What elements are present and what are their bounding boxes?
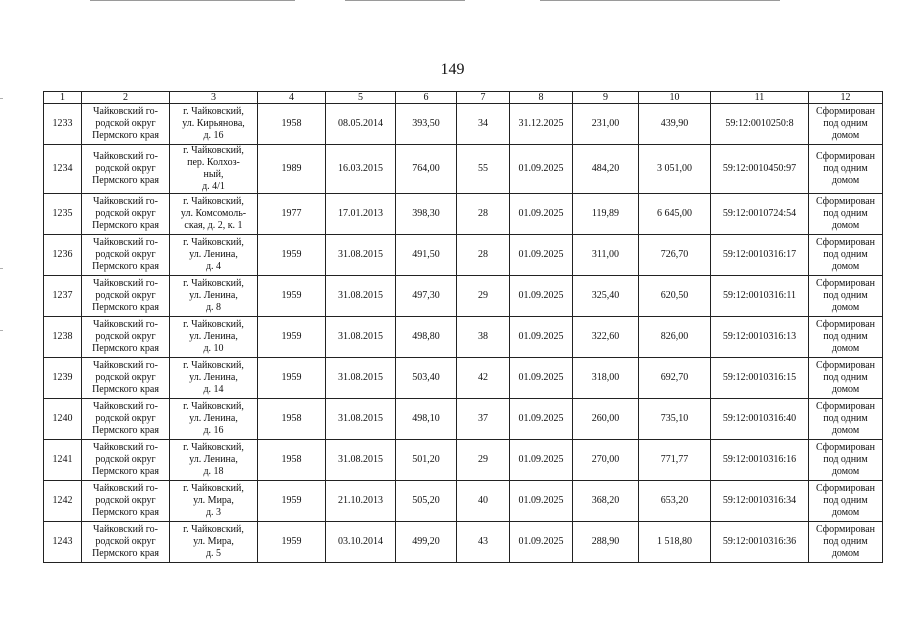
column-header: 11 xyxy=(711,92,809,104)
table-cell: г. Чайковский, ул. Мира, д. 5 xyxy=(170,522,258,563)
table-cell: Сформирован под одним домом xyxy=(809,522,883,563)
table-cell: 1977 xyxy=(258,194,326,235)
table-cell: Сформирован под одним домом xyxy=(809,399,883,440)
table-cell: 16.03.2015 xyxy=(326,145,396,194)
table-cell: 31.12.2025 xyxy=(510,104,573,145)
table-cell: 31.08.2015 xyxy=(326,399,396,440)
table-cell: Чайковский го- родской округ Пермского края xyxy=(82,399,170,440)
table-cell: 31.08.2015 xyxy=(326,276,396,317)
table-cell: 1242 xyxy=(44,481,82,522)
table-cell: 119,89 xyxy=(573,194,639,235)
table-cell: 1234 xyxy=(44,145,82,194)
table-row xyxy=(44,194,883,235)
table-cell: 17.01.2013 xyxy=(326,194,396,235)
table-cell: 311,00 xyxy=(573,235,639,276)
column-header: 8 xyxy=(510,92,573,104)
column-header: 9 xyxy=(573,92,639,104)
column-header: 6 xyxy=(396,92,457,104)
table-cell: 1237 xyxy=(44,276,82,317)
table-cell: 01.09.2025 xyxy=(510,235,573,276)
top-rule-left xyxy=(90,0,295,1)
table-cell: Чайковский го- родской округ Пермского края xyxy=(82,276,170,317)
table-row xyxy=(44,358,883,399)
table-cell: 498,80 xyxy=(396,317,457,358)
table-cell: 28 xyxy=(457,194,510,235)
table-row xyxy=(44,104,883,145)
table-cell: г. Чайковский, ул. Ленина, д. 18 xyxy=(170,440,258,481)
table-cell: г. Чайковский, пер. Колхоз- ный, д. 4/1 xyxy=(170,145,258,194)
table-cell: 59:12:0010316:16 xyxy=(711,440,809,481)
table-cell: 59:12:0010450:97 xyxy=(711,145,809,194)
table-cell: г. Чайковский, ул. Комсомоль- ская, д. 2, к. 1 xyxy=(170,194,258,235)
table-cell: 491,50 xyxy=(396,235,457,276)
table-cell: 1959 xyxy=(258,317,326,358)
table-cell: 231,00 xyxy=(573,104,639,145)
table-cell: 01.09.2025 xyxy=(510,194,573,235)
table-cell: 59:12:0010316:40 xyxy=(711,399,809,440)
table-cell: 1243 xyxy=(44,522,82,563)
table-cell: 08.05.2014 xyxy=(326,104,396,145)
table-row xyxy=(44,481,883,522)
table-cell: г. Чайковский, ул. Ленина, д. 10 xyxy=(170,317,258,358)
table-cell: 31.08.2015 xyxy=(326,235,396,276)
table-cell: 1239 xyxy=(44,358,82,399)
table-cell: Чайковский го- родской округ Пермского края xyxy=(82,358,170,399)
table-cell: 826,00 xyxy=(639,317,711,358)
table-cell: 01.09.2025 xyxy=(510,317,573,358)
table-cell: 29 xyxy=(457,276,510,317)
table-cell: 501,20 xyxy=(396,440,457,481)
table-cell: Сформирован под одним домом xyxy=(809,358,883,399)
table-cell: 29 xyxy=(457,440,510,481)
table-cell: 01.09.2025 xyxy=(510,522,573,563)
table-cell: Чайковский го- родской округ Пермского края xyxy=(82,145,170,194)
margin-tick xyxy=(0,268,3,269)
margin-tick xyxy=(0,98,3,99)
table-cell: г. Чайковский, ул. Кирьянова, д. 16 xyxy=(170,104,258,145)
table-cell: 31.08.2015 xyxy=(326,358,396,399)
column-header: 7 xyxy=(457,92,510,104)
table-cell: 40 xyxy=(457,481,510,522)
table-cell: 1958 xyxy=(258,440,326,481)
table-cell: Сформирован под одним домом xyxy=(809,440,883,481)
table-cell: 59:12:0010316:11 xyxy=(711,276,809,317)
table-cell: 28 xyxy=(457,235,510,276)
table-cell: 59:12:0010316:17 xyxy=(711,235,809,276)
table-cell: 764,00 xyxy=(396,145,457,194)
table-cell: Чайковский го- родской округ Пермского края xyxy=(82,317,170,358)
column-header: 3 xyxy=(170,92,258,104)
table-cell: 37 xyxy=(457,399,510,440)
table-cell: 505,20 xyxy=(396,481,457,522)
table-row xyxy=(44,276,883,317)
table-cell: Сформирован под одним домом xyxy=(809,104,883,145)
table-cell: 01.09.2025 xyxy=(510,276,573,317)
table-cell: 318,00 xyxy=(573,358,639,399)
table-cell: 1241 xyxy=(44,440,82,481)
table-cell: 1959 xyxy=(258,358,326,399)
table-cell: 59:12:0010724:54 xyxy=(711,194,809,235)
registry-table xyxy=(43,91,883,563)
table-cell: г. Чайковский, ул. Ленина, д. 14 xyxy=(170,358,258,399)
table-cell: 398,30 xyxy=(396,194,457,235)
table-cell: 503,40 xyxy=(396,358,457,399)
top-rule-middle xyxy=(345,0,465,1)
table-cell: Сформирован под одним домом xyxy=(809,276,883,317)
table-cell: 01.09.2025 xyxy=(510,145,573,194)
table-cell: 6 645,00 xyxy=(639,194,711,235)
table-cell: 59:12:0010316:36 xyxy=(711,522,809,563)
table-cell: 726,70 xyxy=(639,235,711,276)
table-cell: г. Чайковский, ул. Мира, д. 3 xyxy=(170,481,258,522)
table-cell: 1238 xyxy=(44,317,82,358)
table-cell: 01.09.2025 xyxy=(510,440,573,481)
table-row xyxy=(44,317,883,358)
page-number: 149 xyxy=(440,61,465,78)
table-cell: г. Чайковский, ул. Ленина, д. 16 xyxy=(170,399,258,440)
table-cell: 01.09.2025 xyxy=(510,481,573,522)
table-cell: 1959 xyxy=(258,522,326,563)
margin-tick xyxy=(0,330,3,331)
table-cell: 393,50 xyxy=(396,104,457,145)
table-cell: Чайковский го- родской округ Пермского края xyxy=(82,104,170,145)
table-cell: 1240 xyxy=(44,399,82,440)
table-cell: 38 xyxy=(457,317,510,358)
table-cell: Сформирован под одним домом xyxy=(809,194,883,235)
table-body xyxy=(44,104,883,563)
table-cell: 03.10.2014 xyxy=(326,522,396,563)
table-cell: 1959 xyxy=(258,235,326,276)
header-row xyxy=(44,92,883,104)
column-header: 2 xyxy=(82,92,170,104)
table-cell: г. Чайковский, ул. Ленина, д. 8 xyxy=(170,276,258,317)
table-cell: 1958 xyxy=(258,399,326,440)
table-cell: 484,20 xyxy=(573,145,639,194)
column-header: 10 xyxy=(639,92,711,104)
table-cell: Сформирован под одним домом xyxy=(809,317,883,358)
table-cell: 499,20 xyxy=(396,522,457,563)
table-cell: 34 xyxy=(457,104,510,145)
table-cell: 653,20 xyxy=(639,481,711,522)
table-cell: 1 518,80 xyxy=(639,522,711,563)
table-cell: 620,50 xyxy=(639,276,711,317)
table-cell: г. Чайковский, ул. Ленина, д. 4 xyxy=(170,235,258,276)
table-cell: Чайковский го- родской округ Пермского края xyxy=(82,235,170,276)
column-header: 12 xyxy=(809,92,883,104)
table-row xyxy=(44,440,883,481)
table-cell: 59:12:0010250:8 xyxy=(711,104,809,145)
table-cell: Чайковский го- родской округ Пермского края xyxy=(82,440,170,481)
table-cell: 31.08.2015 xyxy=(326,317,396,358)
table-cell: 497,30 xyxy=(396,276,457,317)
table-cell: 21.10.2013 xyxy=(326,481,396,522)
table-cell: 1233 xyxy=(44,104,82,145)
column-header: 1 xyxy=(44,92,82,104)
table-cell: 692,70 xyxy=(639,358,711,399)
table-cell: 368,20 xyxy=(573,481,639,522)
top-rule-right xyxy=(540,0,780,1)
table-cell: 43 xyxy=(457,522,510,563)
table-cell: 498,10 xyxy=(396,399,457,440)
table-cell: 42 xyxy=(457,358,510,399)
table-cell: 59:12:0010316:13 xyxy=(711,317,809,358)
table-row xyxy=(44,235,883,276)
table-cell: 771,77 xyxy=(639,440,711,481)
table-row xyxy=(44,145,883,194)
table-cell: 1959 xyxy=(258,481,326,522)
table-row xyxy=(44,399,883,440)
table-cell: 1989 xyxy=(258,145,326,194)
table-cell: 55 xyxy=(457,145,510,194)
table-cell: 31.08.2015 xyxy=(326,440,396,481)
table-cell: 260,00 xyxy=(573,399,639,440)
table-cell: 1959 xyxy=(258,276,326,317)
table-cell: Сформирован под одним домом xyxy=(809,235,883,276)
table-cell: 325,40 xyxy=(573,276,639,317)
table-cell: 1235 xyxy=(44,194,82,235)
table-cell: 1236 xyxy=(44,235,82,276)
table-cell: 59:12:0010316:34 xyxy=(711,481,809,522)
table-cell: Чайковский го- родской округ Пермского края xyxy=(82,194,170,235)
table-cell: 270,00 xyxy=(573,440,639,481)
table-cell: 01.09.2025 xyxy=(510,358,573,399)
table-cell: Сформирован под одним домом xyxy=(809,145,883,194)
table-cell: 735,10 xyxy=(639,399,711,440)
table-cell: 439,90 xyxy=(639,104,711,145)
table-cell: 322,60 xyxy=(573,317,639,358)
table-cell: Чайковский го- родской округ Пермского края xyxy=(82,522,170,563)
table-cell: 01.09.2025 xyxy=(510,399,573,440)
table-cell: 288,90 xyxy=(573,522,639,563)
column-header: 5 xyxy=(326,92,396,104)
table-cell: Сформирован под одним домом xyxy=(809,481,883,522)
table-cell: 1958 xyxy=(258,104,326,145)
table-row xyxy=(44,522,883,563)
table-cell: Чайковский го- родской округ Пермского края xyxy=(82,481,170,522)
column-header: 4 xyxy=(258,92,326,104)
table-cell: 3 051,00 xyxy=(639,145,711,194)
table-cell: 59:12:0010316:15 xyxy=(711,358,809,399)
